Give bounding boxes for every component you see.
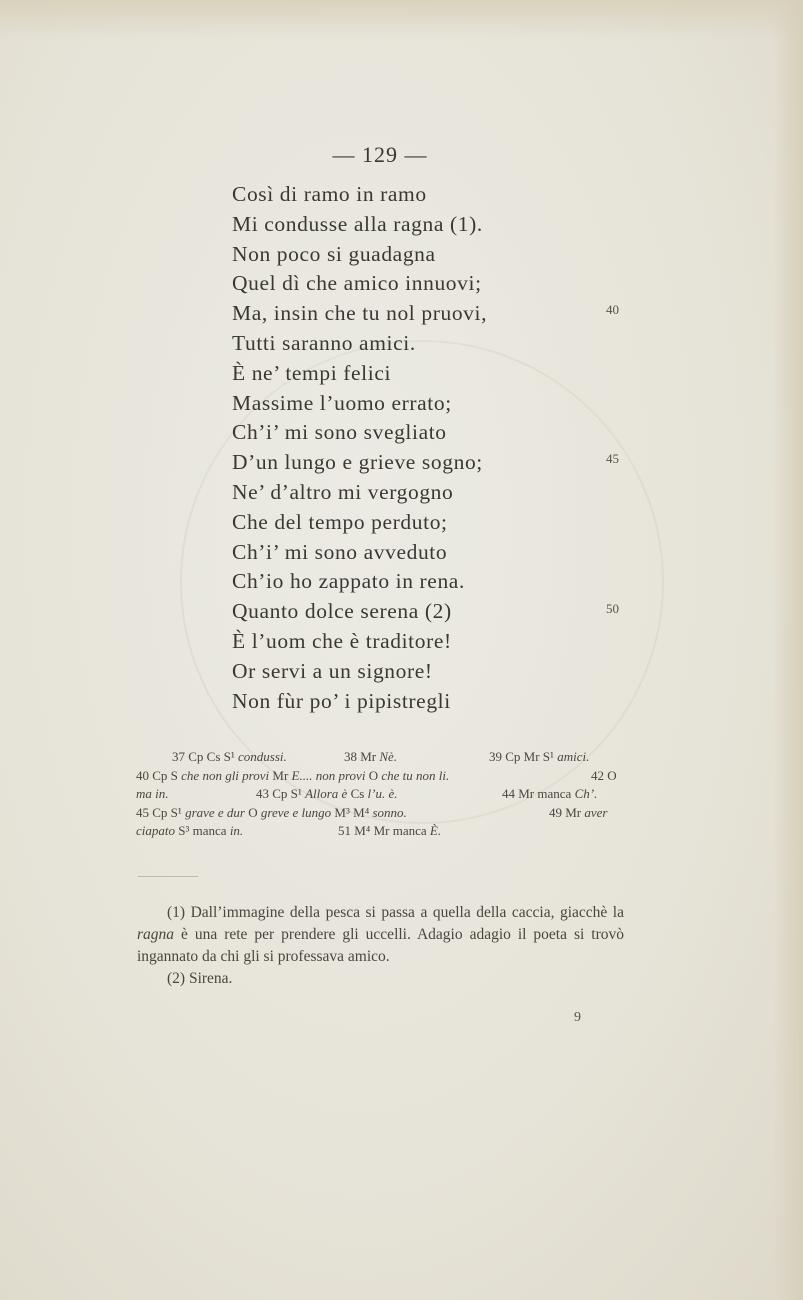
apparatus-sigla: 43 Cp S¹ xyxy=(256,786,302,801)
page-edge-shadow-top xyxy=(0,0,803,40)
apparatus-reading: aver xyxy=(584,804,608,820)
verse-line: D’un lungo e grieve sogno; xyxy=(232,450,483,475)
apparatus-reading: Ch’. xyxy=(574,786,598,801)
apparatus-reading: È. xyxy=(429,823,442,838)
apparatus-reading: condussi. xyxy=(238,749,287,764)
apparatus-sigla: M³ M⁴ xyxy=(334,804,370,820)
footnote-2: (2) Sirena. xyxy=(167,970,233,987)
verse-line: Non poco si guadagna xyxy=(232,241,436,266)
apparatus-row xyxy=(136,785,624,804)
verse-line: Tutti saranno amici. xyxy=(232,330,416,355)
apparatus-sigla: S³ manca xyxy=(178,823,227,838)
poem-verses xyxy=(232,180,487,716)
footnotes xyxy=(137,902,624,990)
page-number: — 129 — xyxy=(332,142,428,167)
apparatus-reading: ma in. xyxy=(136,786,169,801)
line-number-45: 45 xyxy=(606,451,619,466)
footnote-divider xyxy=(138,876,198,877)
apparatus-sigla: 45 Cp S¹ xyxy=(136,804,182,820)
apparatus-reading: Allora è xyxy=(305,786,348,801)
apparatus-sigla: O xyxy=(248,804,258,820)
verse-line: Così di ramo in ramo xyxy=(232,182,427,206)
apparatus-reading: E.... non provi xyxy=(291,767,366,783)
apparatus-reading: amici. xyxy=(557,749,590,764)
apparatus-row xyxy=(136,822,624,841)
apparatus-sigla: 44 Mr manca xyxy=(502,786,572,801)
verse-line: Ne’ d’altro mi vergogno xyxy=(232,479,454,504)
apparatus-sigla: Mr xyxy=(272,767,289,783)
apparatus-sigla: 49 Mr xyxy=(549,804,582,820)
apparatus-reading: che non gli provi xyxy=(181,767,270,783)
verse-line: Quanto dolce serena (2) xyxy=(232,599,452,624)
apparatus-sigla: 40 Cp S xyxy=(136,767,178,783)
footnote-text: (1) Dall’immagine della pesca si passa a quella della caccia, giacchè la xyxy=(167,904,624,921)
verse-line: Ch’io ho zappato in rena. xyxy=(232,569,465,594)
apparatus-sigla: 51 M⁴ Mr manca xyxy=(338,823,427,838)
verse-line: È ne’ tempi felici xyxy=(232,360,392,385)
apparatus-row xyxy=(136,767,624,786)
verse-line: È l’uom che è traditore! xyxy=(232,628,452,653)
apparatus-sigla: O xyxy=(368,767,379,783)
page-edge-shadow-right xyxy=(773,0,803,1300)
apparatus-reading: in. xyxy=(229,823,244,838)
footnote-1 xyxy=(137,902,624,968)
line-number-40: 40 xyxy=(606,302,619,317)
apparatus-row xyxy=(136,804,624,823)
apparatus-reading: Nè. xyxy=(379,749,398,764)
apparatus-reading: greve e lungo xyxy=(260,804,332,820)
apparatus-reading: che tu non li. xyxy=(381,767,450,783)
critical-apparatus xyxy=(136,748,624,841)
apparatus-row xyxy=(136,748,624,767)
footnote-text: è una rete per prendere gli uccelli. Adagio adagio il poeta si trovò ingannato da chi gli si professava amico. xyxy=(137,926,624,965)
verse-line: Or servi a un signore! xyxy=(232,658,433,683)
signature-mark: 9 xyxy=(574,1010,581,1025)
footnote-emphasis: ragna xyxy=(137,926,175,943)
verse-line: Quel dì che amico innuovi; xyxy=(232,271,482,296)
apparatus-reading: l’u. è. xyxy=(367,786,398,801)
apparatus-reading: sonno. xyxy=(372,804,407,820)
apparatus-reading: ciapato xyxy=(136,823,175,838)
verse-line: Ch’i’ mi sono avveduto xyxy=(232,539,448,564)
verse-line: Massime l’uomo errato; xyxy=(232,390,452,415)
apparatus-sigla: Cs xyxy=(350,786,365,801)
apparatus-sigla: 38 Mr xyxy=(344,749,377,764)
verse-line: Che del tempo perduto; xyxy=(232,509,448,534)
apparatus-sigla: 39 Cp Mr S¹ xyxy=(489,749,554,764)
apparatus-sigla: 42 O xyxy=(591,767,617,783)
verse-line: Ch’i’ mi sono svegliato xyxy=(232,420,447,445)
verse-line: Mi condusse alla ragna (1). xyxy=(232,211,483,236)
verse-line: Ma, insin che tu nol pruovi, xyxy=(232,301,488,326)
line-number-50: 50 xyxy=(606,601,619,616)
apparatus-reading: grave e dur xyxy=(185,804,245,820)
apparatus-sigla: 37 Cp Cs S¹ xyxy=(172,749,235,764)
verse-line: Non fùr po’ i pipistregli xyxy=(232,688,451,713)
